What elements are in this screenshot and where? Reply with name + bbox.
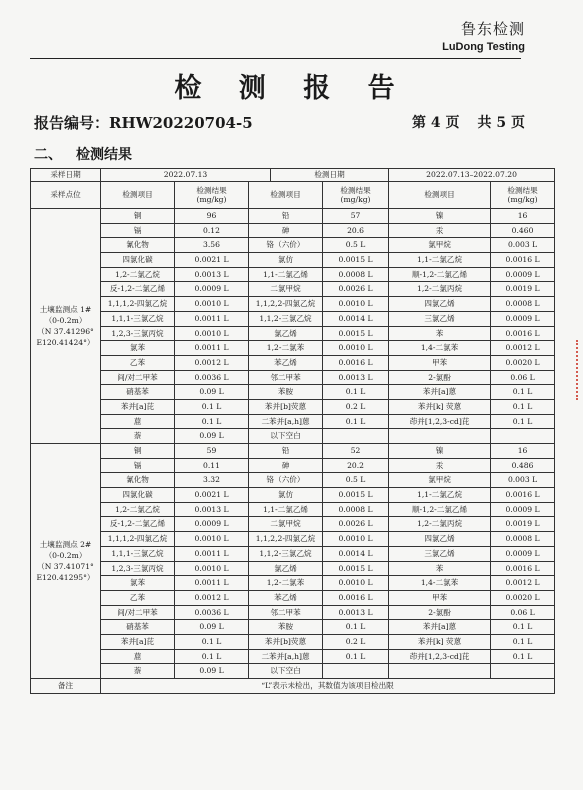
table-row <box>31 458 555 473</box>
item-result: 0.1 L <box>175 399 249 414</box>
item-result: 0.1 L <box>491 385 555 400</box>
item-name: 苯并[k] 荧蒽 <box>389 399 491 414</box>
item-name: 甲苯 <box>389 590 491 605</box>
item-result: 96 <box>175 209 249 224</box>
item-result: 0.0008 L <box>323 502 389 517</box>
item-name: 镉 <box>101 223 175 238</box>
item-name: 1,2-二氯乙烷 <box>101 502 175 517</box>
item-name: 苯并[a]蒽 <box>389 620 491 635</box>
item-name: 以下空白 <box>249 429 323 444</box>
remark-label: 备注 <box>31 679 101 694</box>
item-name: 1,4-二氯苯 <box>389 341 491 356</box>
item-name: 1,2-二氯苯 <box>249 576 323 591</box>
item-result: 0.1 L <box>491 649 555 664</box>
item-result: 0.09 L <box>175 664 249 679</box>
table-row <box>31 282 555 297</box>
item-result: 0.0014 L <box>323 311 389 326</box>
item-result: 0.0016 L <box>323 355 389 370</box>
table-row <box>31 253 555 268</box>
item-name: 四氯化碳 <box>101 488 175 503</box>
item-name: 䓛 <box>101 414 175 429</box>
item-name: 邻二甲苯 <box>249 370 323 385</box>
item-result: 0.1 L <box>491 634 555 649</box>
item-result: 0.1 L <box>491 399 555 414</box>
item-name: 乙苯 <box>101 590 175 605</box>
item-name: 二氯甲烷 <box>249 517 323 532</box>
item-result: 0.0015 L <box>323 561 389 576</box>
table-row <box>31 502 555 517</box>
item-result: 0.2 L <box>323 399 389 414</box>
company-name-cn: 鲁东检测 <box>460 20 525 38</box>
table-row <box>31 590 555 605</box>
item-header: 检测项目 <box>389 182 491 209</box>
table-row <box>31 488 555 503</box>
item-result: 0.0019 L <box>491 282 555 297</box>
item-name: 1,2-二氯丙烷 <box>389 517 491 532</box>
item-result: 59 <box>175 444 249 459</box>
item-name <box>389 664 491 679</box>
result-header: 检测结果 (mg/kg) <box>323 182 389 209</box>
item-name: 苯并[b]荧蒽 <box>249 634 323 649</box>
item-name: 1,4-二氯苯 <box>389 576 491 591</box>
item-result: 0.1 L <box>491 620 555 635</box>
location-name: 土壤监测点 2# <box>39 540 92 549</box>
item-result: 0.11 <box>175 458 249 473</box>
item-name: 氯乙烯 <box>249 326 323 341</box>
item-name: 三氯乙烯 <box>389 546 491 561</box>
item-name: 铜 <box>101 444 175 459</box>
item-result: 0.0016 L <box>491 488 555 503</box>
item-result: 0.0012 L <box>175 590 249 605</box>
item-name: 镉 <box>101 458 175 473</box>
item-name: 铅 <box>249 209 323 224</box>
item-name: 苯并[a]芘 <box>101 634 175 649</box>
item-name: 邻二甲苯 <box>249 605 323 620</box>
item-result: 0.06 L <box>491 605 555 620</box>
remark-text: “L”表示未检出，其数值为该项目检出限 <box>101 679 555 694</box>
item-result: 0.0009 L <box>175 517 249 532</box>
location-cell <box>31 209 101 444</box>
item-name: 1,1,1,2-四氯乙烷 <box>101 297 175 312</box>
table-row <box>31 297 555 312</box>
item-name: 间/对二甲苯 <box>101 605 175 620</box>
item-result: 0.5 L <box>323 473 389 488</box>
item-name: 硝基苯 <box>101 385 175 400</box>
page-indicator <box>394 112 525 132</box>
table-row <box>31 473 555 488</box>
item-name: 萘 <box>101 429 175 444</box>
total-pages: 共 5 页 <box>477 115 525 131</box>
table-row <box>31 532 555 547</box>
item-name: 茚并[1,2,3-cd]芘 <box>389 414 491 429</box>
item-result: 0.0013 L <box>323 370 389 385</box>
item-name: 1,1,2,2-四氯乙烷 <box>249 532 323 547</box>
item-result: 0.0013 L <box>323 605 389 620</box>
item-result: 0.1 L <box>175 414 249 429</box>
report-number: 报告编号：RHW20220704-5 <box>34 114 253 132</box>
item-result: 0.2 L <box>323 634 389 649</box>
item-name: 氯甲烷 <box>389 238 491 253</box>
item-name: 苯乙烯 <box>249 355 323 370</box>
item-result: 0.0010 L <box>175 297 249 312</box>
table-row <box>31 341 555 356</box>
table-row <box>31 620 555 635</box>
item-name: 氯仿 <box>249 253 323 268</box>
item-name: 氰化物 <box>101 238 175 253</box>
item-name: 1,1,1-三氯乙烷 <box>101 311 175 326</box>
item-name: 1,1-二氯乙烷 <box>389 488 491 503</box>
item-name <box>389 429 491 444</box>
item-result: 0.09 L <box>175 385 249 400</box>
item-name: 1,1,1,2-四氯乙烷 <box>101 532 175 547</box>
item-result: 0.1 L <box>323 649 389 664</box>
item-result: 0.0026 L <box>323 282 389 297</box>
table-row <box>31 517 555 532</box>
item-name: 氯苯 <box>101 341 175 356</box>
item-name: 苯并[a]芘 <box>101 399 175 414</box>
item-name: 反-1,2-二氯乙烯 <box>101 517 175 532</box>
table-row <box>31 561 555 576</box>
company-logo <box>442 20 525 54</box>
item-result: 0.09 L <box>175 620 249 635</box>
item-result: 0.0011 L <box>175 341 249 356</box>
item-name: 氰化物 <box>101 473 175 488</box>
item-result: 0.5 L <box>323 238 389 253</box>
item-name: 镍 <box>389 444 491 459</box>
location-name: 土壤监测点 1# <box>39 305 92 314</box>
header-rule <box>30 58 521 59</box>
item-name: 以下空白 <box>249 664 323 679</box>
item-name: 苯并[k] 荧蒽 <box>389 634 491 649</box>
item-name: 1,1,2,2-四氯乙烷 <box>249 297 323 312</box>
item-name: 汞 <box>389 223 491 238</box>
table-row <box>31 664 555 679</box>
location-header: 采样点位 <box>31 182 101 209</box>
table-row <box>31 209 555 224</box>
item-name: 1,1-二氯乙烷 <box>389 253 491 268</box>
item-result: 20.6 <box>323 223 389 238</box>
item-result: 0.0016 L <box>491 253 555 268</box>
item-result: 0.0009 L <box>491 502 555 517</box>
item-result: 0.003 L <box>491 238 555 253</box>
item-result: 0.0026 L <box>323 517 389 532</box>
item-name: 汞 <box>389 458 491 473</box>
item-name: 苯 <box>389 326 491 341</box>
section-number: 二、 <box>34 147 62 163</box>
item-result: 0.0008 L <box>323 267 389 282</box>
item-result: 0.0010 L <box>323 532 389 547</box>
item-result: 0.0008 L <box>491 532 555 547</box>
item-name: 铜 <box>101 209 175 224</box>
item-name: 铬（六价） <box>249 473 323 488</box>
item-result: 3.32 <box>175 473 249 488</box>
table-row <box>31 605 555 620</box>
result-header: 检测结果 (mg/kg) <box>491 182 555 209</box>
item-name: 氯苯 <box>101 576 175 591</box>
sampling-date-label: 采样日期 <box>31 169 101 182</box>
item-result: 0.0021 L <box>175 488 249 503</box>
item-name: 氯仿 <box>249 488 323 503</box>
location-cell <box>31 444 101 679</box>
item-result <box>323 664 389 679</box>
item-name: 镍 <box>389 209 491 224</box>
item-result: 0.06 L <box>491 370 555 385</box>
item-name: 苯 <box>389 561 491 576</box>
item-name: 四氯乙烯 <box>389 297 491 312</box>
item-result: 0.0012 L <box>491 576 555 591</box>
item-name: 1,2-二氯丙烷 <box>389 282 491 297</box>
item-result: 0.12 <box>175 223 249 238</box>
item-result: 0.0010 L <box>323 341 389 356</box>
item-name: 二苯并[a,h]蒽 <box>249 414 323 429</box>
location-lon: E120.41295°） <box>36 573 95 582</box>
item-name: 二氯甲烷 <box>249 282 323 297</box>
test-date-label: 检测日期 <box>271 169 389 182</box>
item-name: 䓛 <box>101 649 175 664</box>
location-lat: （N 37.41071° <box>37 562 94 571</box>
item-name: 苯并[a]蒽 <box>389 385 491 400</box>
table-row <box>31 576 555 591</box>
item-result: 0.1 L <box>323 620 389 635</box>
item-name: 1,1,2-三氯乙烷 <box>249 311 323 326</box>
item-result: 0.0010 L <box>175 561 249 576</box>
item-result: 0.0015 L <box>323 253 389 268</box>
result-header: 检测结果 (mg/kg) <box>175 182 249 209</box>
results-table <box>30 168 555 694</box>
table-row <box>31 444 555 459</box>
item-name: 苯并[b]荧蒽 <box>249 399 323 414</box>
location-depth: （0-0.2m） <box>44 551 87 560</box>
item-name: 砷 <box>249 458 323 473</box>
item-name: 1,1,2-三氯乙烷 <box>249 546 323 561</box>
table-row <box>31 355 555 370</box>
item-result: 0.0036 L <box>175 605 249 620</box>
item-result: 0.0013 L <box>175 502 249 517</box>
date-row <box>31 169 555 182</box>
item-result: 0.1 L <box>175 649 249 664</box>
item-name: 硝基苯 <box>101 620 175 635</box>
item-result: 16 <box>491 444 555 459</box>
item-name: 2-氯酚 <box>389 370 491 385</box>
item-result <box>491 664 555 679</box>
item-name: 2-氯酚 <box>389 605 491 620</box>
table-row <box>31 267 555 282</box>
company-name-en: LuDong Testing <box>442 41 525 53</box>
item-result: 0.1 L <box>323 414 389 429</box>
table-row <box>31 429 555 444</box>
item-name: 乙苯 <box>101 355 175 370</box>
item-name: 甲苯 <box>389 355 491 370</box>
item-result: 0.0008 L <box>491 297 555 312</box>
item-result: 0.0013 L <box>175 267 249 282</box>
item-name: 苯胺 <box>249 385 323 400</box>
item-name: 1,2,3-三氯丙烷 <box>101 326 175 341</box>
item-result: 0.0020 L <box>491 590 555 605</box>
item-name: 四氯化碳 <box>101 253 175 268</box>
sampling-date: 2022.07.13 <box>101 169 271 182</box>
item-name: 氯乙烯 <box>249 561 323 576</box>
item-result: 0.0011 L <box>175 546 249 561</box>
item-result: 0.0010 L <box>323 576 389 591</box>
table-row <box>31 414 555 429</box>
location-depth: （0-0.2m） <box>44 316 87 325</box>
table-row <box>31 370 555 385</box>
item-result: 52 <box>323 444 389 459</box>
item-result: 0.0019 L <box>491 517 555 532</box>
seal-edge <box>576 340 583 400</box>
item-header: 检测项目 <box>249 182 323 209</box>
table-row <box>31 546 555 561</box>
item-result: 0.0015 L <box>323 326 389 341</box>
table-row <box>31 238 555 253</box>
item-name: 顺-1,2-二氯乙烯 <box>389 502 491 517</box>
item-name: 苯胺 <box>249 620 323 635</box>
item-name: 1,1-二氯乙烯 <box>249 267 323 282</box>
item-name: 苯乙烯 <box>249 590 323 605</box>
item-result: 0.0010 L <box>323 297 389 312</box>
item-result: 0.486 <box>491 458 555 473</box>
report-title: 检 测 报 告 <box>174 73 409 104</box>
item-result: 0.0016 L <box>491 561 555 576</box>
item-result: 0.1 L <box>175 634 249 649</box>
page-number: 第 4 页 <box>412 115 460 131</box>
item-result: 0.0016 L <box>323 590 389 605</box>
item-result: 0.0010 L <box>175 532 249 547</box>
item-result: 20.2 <box>323 458 389 473</box>
item-result: 0.0009 L <box>491 267 555 282</box>
item-result: 0.0011 L <box>175 576 249 591</box>
item-result: 0.0036 L <box>175 370 249 385</box>
item-name: 茚并[1,2,3-cd]芘 <box>389 649 491 664</box>
table-row <box>31 223 555 238</box>
remark-row <box>31 679 555 694</box>
item-name: 四氯乙烯 <box>389 532 491 547</box>
item-result: 0.0016 L <box>491 326 555 341</box>
item-result: 0.460 <box>491 223 555 238</box>
item-result <box>491 429 555 444</box>
item-result: 3.56 <box>175 238 249 253</box>
section-title: 检测结果 <box>76 147 132 163</box>
location-lon: E120.41424°） <box>36 338 95 347</box>
item-result: 16 <box>491 209 555 224</box>
item-name: 萘 <box>101 664 175 679</box>
item-result: 0.0021 L <box>175 253 249 268</box>
item-name: 铬（六价） <box>249 238 323 253</box>
item-name: 1,2-二氯乙烷 <box>101 267 175 282</box>
table-row <box>31 649 555 664</box>
item-result: 0.0015 L <box>323 488 389 503</box>
item-result: 0.0009 L <box>175 282 249 297</box>
item-result: 0.0010 L <box>175 326 249 341</box>
item-header: 检测项目 <box>101 182 175 209</box>
item-result: 0.1 L <box>323 385 389 400</box>
table-row <box>31 634 555 649</box>
section-heading <box>34 144 132 164</box>
item-result: 0.09 L <box>175 429 249 444</box>
item-result: 0.0012 L <box>491 341 555 356</box>
item-name: 反-1,2-二氯乙烯 <box>101 282 175 297</box>
item-result: 0.0009 L <box>491 546 555 561</box>
item-result: 0.003 L <box>491 473 555 488</box>
item-result: 57 <box>323 209 389 224</box>
item-name: 氯甲烷 <box>389 473 491 488</box>
item-result: 0.0020 L <box>491 355 555 370</box>
item-name: 顺-1,2-二氯乙烯 <box>389 267 491 282</box>
item-result: 0.1 L <box>491 414 555 429</box>
table-row <box>31 385 555 400</box>
item-result: 0.0011 L <box>175 311 249 326</box>
item-result: 0.0014 L <box>323 546 389 561</box>
table-row <box>31 326 555 341</box>
item-name: 三氯乙烯 <box>389 311 491 326</box>
location-lat: （N 37.41296° <box>37 327 94 336</box>
item-name: 1,1,1-三氯乙烷 <box>101 546 175 561</box>
test-date: 2022.07.13–2022.07.20 <box>389 169 555 182</box>
table-row <box>31 311 555 326</box>
item-result: 0.0012 L <box>175 355 249 370</box>
item-result <box>323 429 389 444</box>
item-name: 砷 <box>249 223 323 238</box>
column-header-row <box>31 182 555 209</box>
item-result: 0.0009 L <box>491 311 555 326</box>
item-name: 间/对二甲苯 <box>101 370 175 385</box>
item-name: 1,2,3-三氯丙烷 <box>101 561 175 576</box>
table-row <box>31 399 555 414</box>
item-name: 二苯并[a,h]蒽 <box>249 649 323 664</box>
item-name: 1,1-二氯乙烯 <box>249 502 323 517</box>
item-name: 1,2-二氯苯 <box>249 341 323 356</box>
item-name: 铅 <box>249 444 323 459</box>
